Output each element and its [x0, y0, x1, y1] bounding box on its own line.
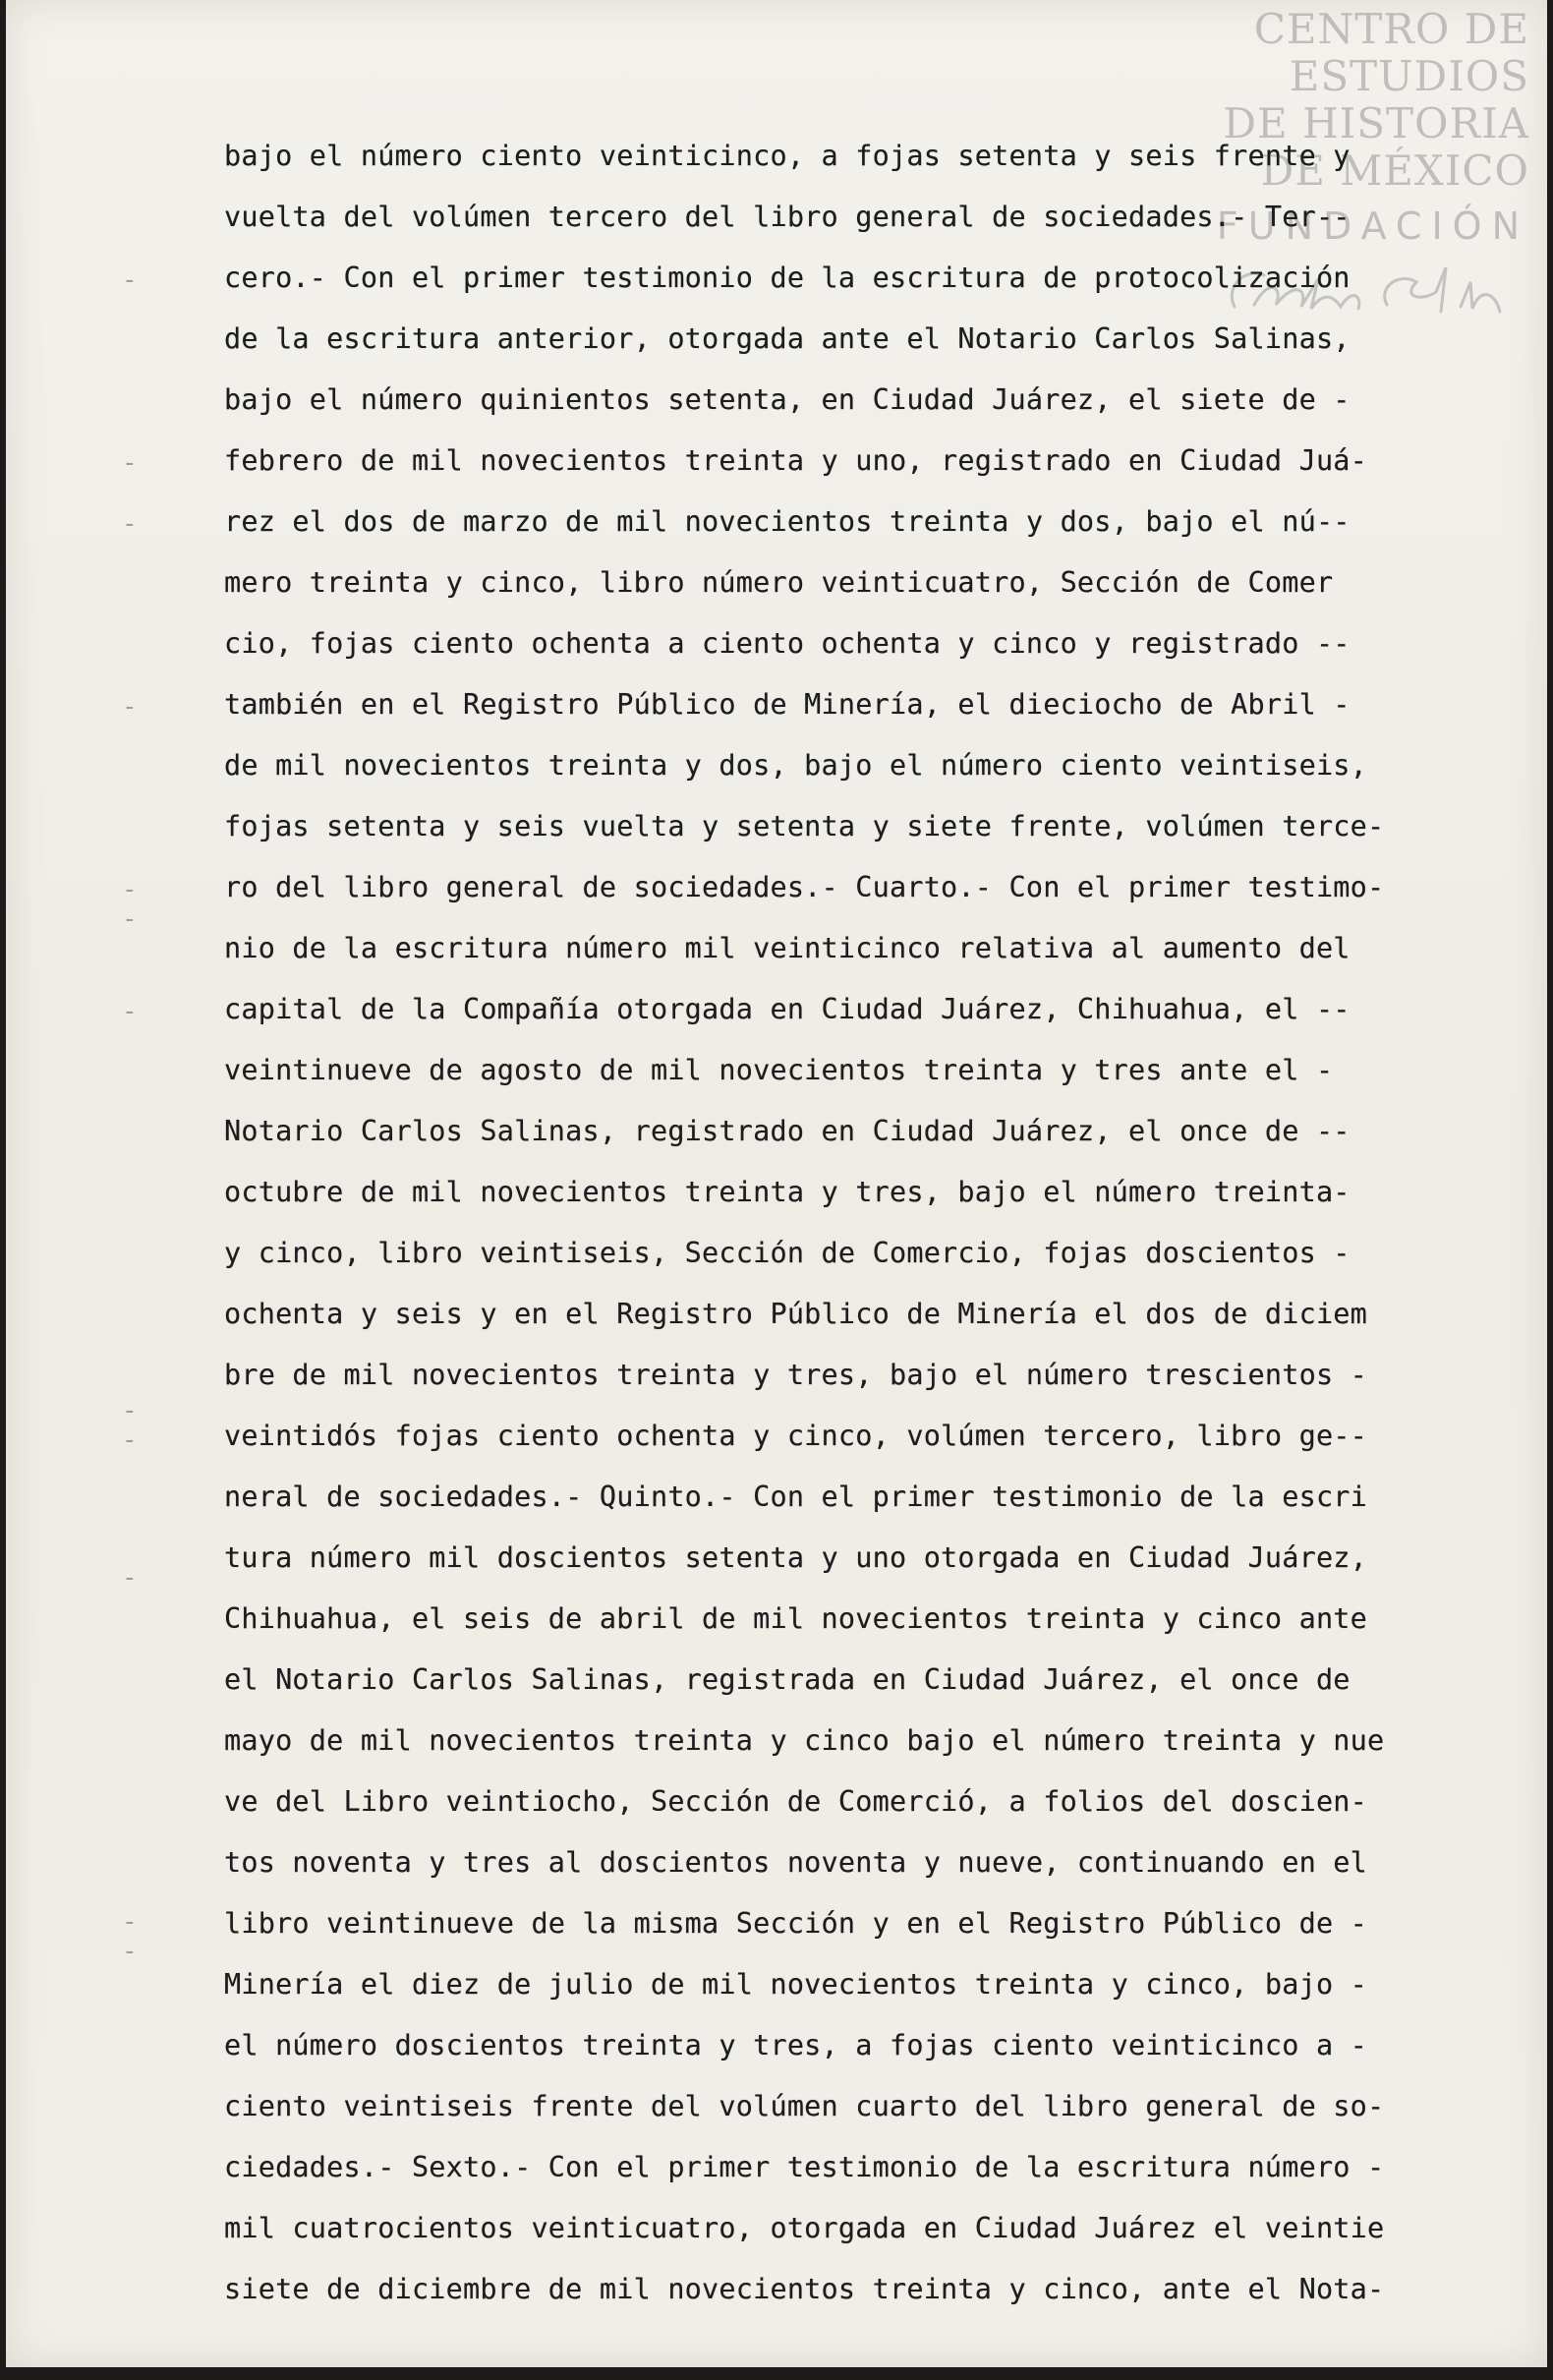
document-line: ro del libro general de sociedades.- Cuarto.- Con el primer testimo- — [224, 871, 1385, 903]
document-line: mayo de mil novecientos treinta y cinco bajo el número treinta y nue — [224, 1724, 1385, 1757]
document-line: cio, fojas ciento ochenta a ciento ochenta y cinco y registrado -- — [224, 627, 1351, 660]
document-line: fojas setenta y seis vuelta y setenta y siete frente, volúmen terce- — [224, 810, 1385, 842]
watermark-line: DE HISTORIA — [1223, 99, 1529, 147]
watermark-line: ESTUDIOS — [1289, 52, 1529, 100]
document-line: vuelta del volúmen tercero del libro general de sociedades.- Ter-- — [224, 201, 1351, 233]
document-line: febrero de mil novecientos treinta y uno, registrado en Ciudad Juá- — [224, 444, 1368, 477]
typed-body — [224, 126, 1472, 2320]
document-page: CENTRO DE ESTUDIOS DE HISTORIA DE MÉXICO FUNDACIÓN - - - - -- - -- - -- bajo el número ciento veinticinco, a fojas setenta y seis frente y vuelta del volúmen tercero del libro general de sociedades.- Ter-- cero.- Con el primer testimonio de la escritura de protocolización de la escritura anterior, otorgada ante el Notario Carlos Salinas, bajo el número quinientos setenta, en Ciudad Juárez, el siete de - febrero de mil novecientos treinta y uno, registrado en Ciudad Juá- rez el dos de marzo de mil novecientos treinta y dos, bajo el nú-- mero treinta y cinco, libro número veinticuatro, Sección de Comer cio, fojas ciento ochenta a ciento ochenta y cinco y registrado -- también en el Registro Público de Minería, el dieciocho de Abril - de mil novecientos treinta y dos, bajo el número ciento veintiseis, fojas setenta y seis vuelta y setenta y siete frente, volúmen terce- ro del libro general de sociedades.- Cuarto.- Con el primer testimo- nio de la escritura número mil veinticinco relativa al aumento del capital de la Compañía otorgada en Ciudad Juárez, Chihuahua, el -- veintinueve de agosto de mil novecientos treinta y tres ante el - Notario Carlos Salinas, registrado en Ciudad Juárez, el once de -- octubre de mil novecientos treinta y tres, bajo el número treinta- y cinco, libro veintiseis, Sección de Comercio, fojas doscientos - ochenta y seis y en el Registro Público de Minería el dos de diciem bre de mil novecientos treinta y tres, bajo el número trescientos - veintidós fojas ciento ochenta y cinco, volúmen tercero, libro ge-- neral de sociedades.- Quinto.- Con el primer testimonio de la escri tura número mil doscientos setenta y uno otorgada en Ciudad Juárez, Chihuahua, el seis de abril de mil novecientos treinta y cinco ante el Notario Carlos Salinas, registrada en Ciudad Juárez, el once de mayo de mil novecientos treinta y cinco bajo el número treinta y nue ve del Libro veintiocho, Sección de Comerció, a folios del doscien- tos noventa y tres al doscientos noventa y nueve, continuando en el libro veintinueve de la misma Sección y en el Registro Público de - Minería el diez de julio de mil novecientos treinta y cinco, bajo - el número doscientos treinta y tres, a fojas ciento veinticinco a - ciento veintiseis frente del volúmen cuarto del libro general de so- ciedades.- Sexto.- Con el primer testimonio de la escritura número - mil cuatrocientos veinticuatro, otorgada en Ciudad Juárez el veintie siete de diciembre de mil novecientos treinta y cinco, ante el Nota- — [6, 0, 1547, 2367]
document-line: tos noventa y tres al doscientos noventa y nueve, continuando en el — [224, 1846, 1368, 1879]
document-line: capital de la Compañía otorgada en Ciudad Juárez, Chihuahua, el -- — [224, 993, 1351, 1025]
document-line: ochenta y seis y en el Registro Público de Minería el dos de diciem — [224, 1298, 1368, 1330]
watermark-line: DE MÉXICO — [1260, 146, 1529, 195]
document-line: de mil novecientos treinta y dos, bajo el número ciento veintiseis, — [224, 749, 1368, 782]
document-line: el Notario Carlos Salinas, registrada en Ciudad Juárez, el once de — [224, 1663, 1351, 1696]
document-line: octubre de mil novecientos treinta y tres, bajo el número treinta- — [224, 1176, 1351, 1208]
document-line: libro veintinueve de la misma Sección y en el Registro Público de - — [224, 1907, 1368, 1940]
document-line: veintidós fojas ciento ochenta y cinco, volúmen tercero, libro ge-- — [224, 1420, 1368, 1452]
document-line: veintinueve de agosto de mil novecientos treinta y tres ante el - — [224, 1054, 1334, 1086]
document-line: nio de la escritura número mil veinticinco relativa al aumento del — [224, 932, 1351, 964]
document-line: tura número mil doscientos setenta y uno otorgada en Ciudad Juárez, — [224, 1541, 1368, 1574]
document-line: Chihuahua, el seis de abril de mil novecientos treinta y cinco ante — [224, 1602, 1368, 1635]
document-line: ciedades.- Sexto.- Con el primer testimonio de la escritura número - — [224, 2151, 1385, 2183]
document-line: de la escritura anterior, otorgada ante el Notario Carlos Salinas, — [224, 322, 1351, 355]
document-line: bajo el número quinientos setenta, en Ciudad Juárez, el siete de - — [224, 383, 1351, 416]
document-line: bre de mil novecientos treinta y tres, bajo el número trescientos - — [224, 1359, 1368, 1391]
document-line: mil cuatrocientos veinticuatro, otorgada en Ciudad Juárez el veintie — [224, 2212, 1385, 2244]
watermark-fundacion: FUNDACIÓN — [1216, 204, 1529, 248]
watermark-line: CENTRO DE — [1253, 5, 1529, 53]
document-line: cero.- Con el primer testimonio de la escritura de protocolización — [224, 261, 1351, 294]
document-line: el número doscientos treinta y tres, a fojas ciento veinticinco a - — [224, 2029, 1368, 2061]
document-line: también en el Registro Público de Minería, el dieciocho de Abril - — [224, 688, 1351, 721]
document-line: siete de diciembre de mil novecientos treinta y cinco, ante el Nota- — [224, 2273, 1385, 2305]
document-line: ve del Libro veintiocho, Sección de Comerció, a folios del doscien- — [224, 1785, 1368, 1818]
document-line: bajo el número ciento veinticinco, a fojas setenta y seis frente y — [224, 140, 1351, 172]
document-line: neral de sociedades.- Quinto.- Con el primer testimonio de la escri — [224, 1480, 1368, 1513]
document-line: Notario Carlos Salinas, registrado en Ciudad Juárez, el once de -- — [224, 1115, 1351, 1147]
document-line: mero treinta y cinco, libro número veinticuatro, Sección de Comer — [224, 566, 1334, 599]
document-line: rez el dos de marzo de mil novecientos treinta y dos, bajo el nú-- — [224, 505, 1351, 538]
document-line: y cinco, libro veintiseis, Sección de Comercio, fojas doscientos - — [224, 1237, 1351, 1269]
document-line: ciento veintiseis frente del volúmen cuarto del libro general de so- — [224, 2090, 1385, 2122]
document-line: Minería el diez de julio de mil novecientos treinta y cinco, bajo - — [224, 1968, 1368, 2001]
